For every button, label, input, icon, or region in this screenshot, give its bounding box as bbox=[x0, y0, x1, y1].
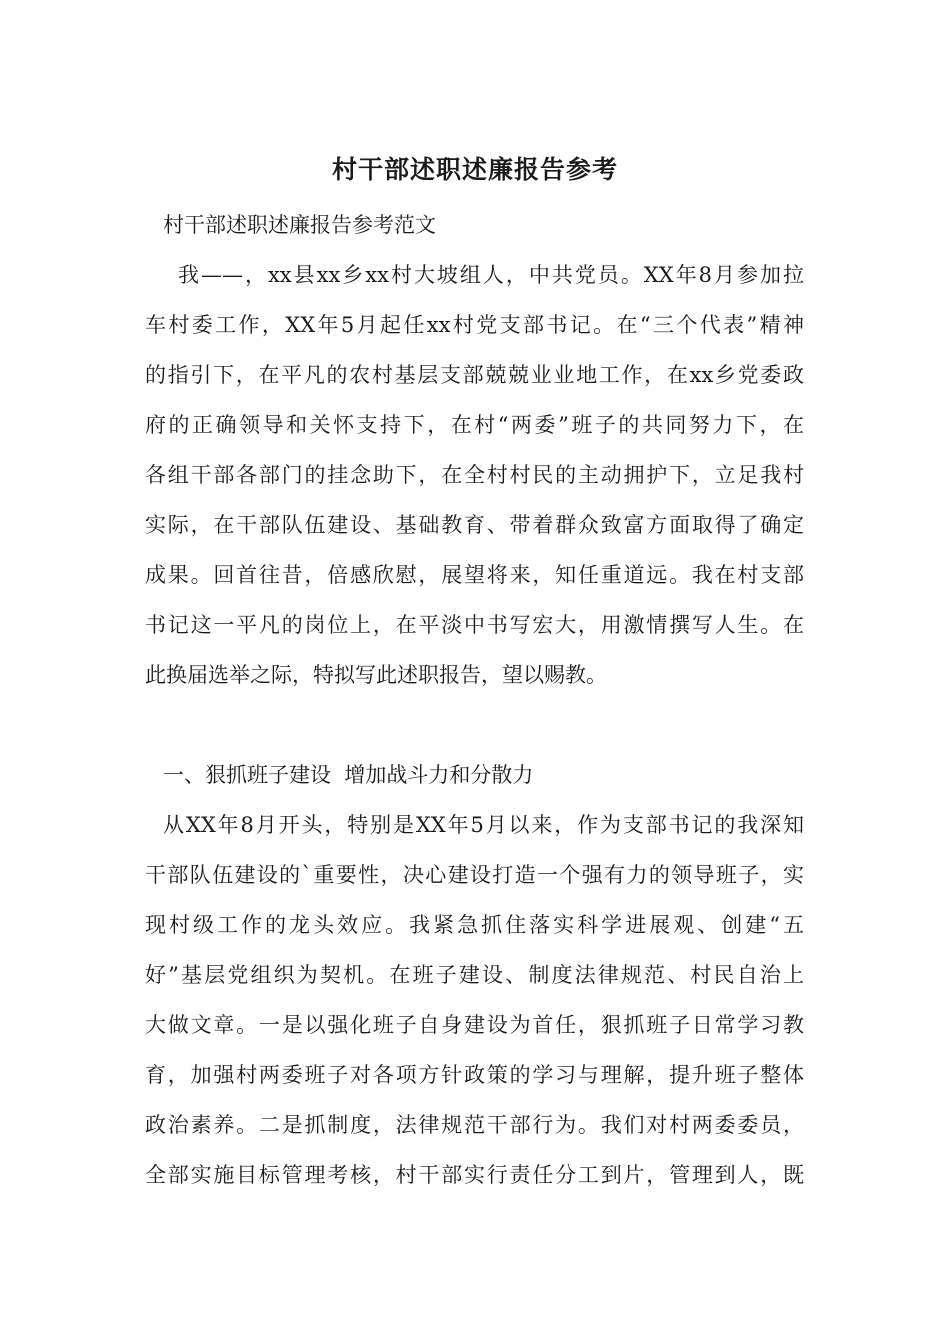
paragraph-line: 现村级工作的龙头效应。我紧急抓住落实科学进展观、创建“五 bbox=[145, 913, 804, 937]
paragraph-line: 大做文章。一是以强化班子自身建设为首任，狠抓班子日常学习教 bbox=[145, 1013, 804, 1037]
section-heading: 一、狠抓班子建设 增加战斗力和分散力 bbox=[163, 763, 534, 787]
paragraph-line: 书记这一平凡的岗位上，在平淡中书写宏大，用激情撰写人生。在 bbox=[145, 613, 804, 637]
document-title: 村干部述职述廉报告参考 bbox=[331, 155, 618, 184]
document-subtitle: 村干部述职述廉报告参考范文 bbox=[163, 213, 436, 237]
paragraph-line: 育，加强村两委班子对各项方针政策的学习与理解，提升班子整体 bbox=[145, 1063, 804, 1087]
paragraph-line: 府的正确领导和关怀支持下，在村“两委”班子的共同努力下，在 bbox=[145, 413, 804, 437]
paragraph-line: 从XX年8月开头，特别是XX年5月以来，作为支部书记的我深知 bbox=[163, 813, 804, 837]
paragraph-line: 此换届选举之际，特拟写此述职报告，望以赐教。 bbox=[145, 663, 607, 687]
paragraph-line: 成果。回首往昔，倍感欣慰，展望将来，知任重道远。我在村支部 bbox=[145, 563, 804, 587]
paragraph-line: 各组干部各部门的挂念助下，在全村村民的主动拥护下，立足我村 bbox=[145, 463, 804, 487]
paragraph-line: 干部队伍建设的`重要性，决心建设打造一个强有力的领导班子，实 bbox=[145, 863, 804, 887]
paragraph-line: 车村委工作，XX年5月起任xx村党支部书记。在“三个代表”精神 bbox=[145, 313, 804, 337]
paragraph-line: 全部实施目标管理考核，村干部实行责任分工到片，管理到人，既 bbox=[145, 1163, 804, 1187]
paragraph-line: 我——，xx县xx乡xx村大坡组人，中共党员。XX年8月参加拉 bbox=[178, 263, 804, 287]
paragraph-line: 实际，在干部队伍建设、基础教育、带着群众致富方面取得了确定 bbox=[145, 513, 804, 537]
paragraph-line: 好”基层党组织为契机。在班子建设、制度法律规范、村民自治上 bbox=[145, 963, 804, 987]
paragraph-line: 的指引下，在平凡的农村基层支部兢兢业业地工作，在xx乡党委政 bbox=[145, 363, 804, 387]
paragraph-line: 政治素养。二是抓制度，法律规范干部行为。我们对村两委委员， bbox=[145, 1113, 804, 1137]
